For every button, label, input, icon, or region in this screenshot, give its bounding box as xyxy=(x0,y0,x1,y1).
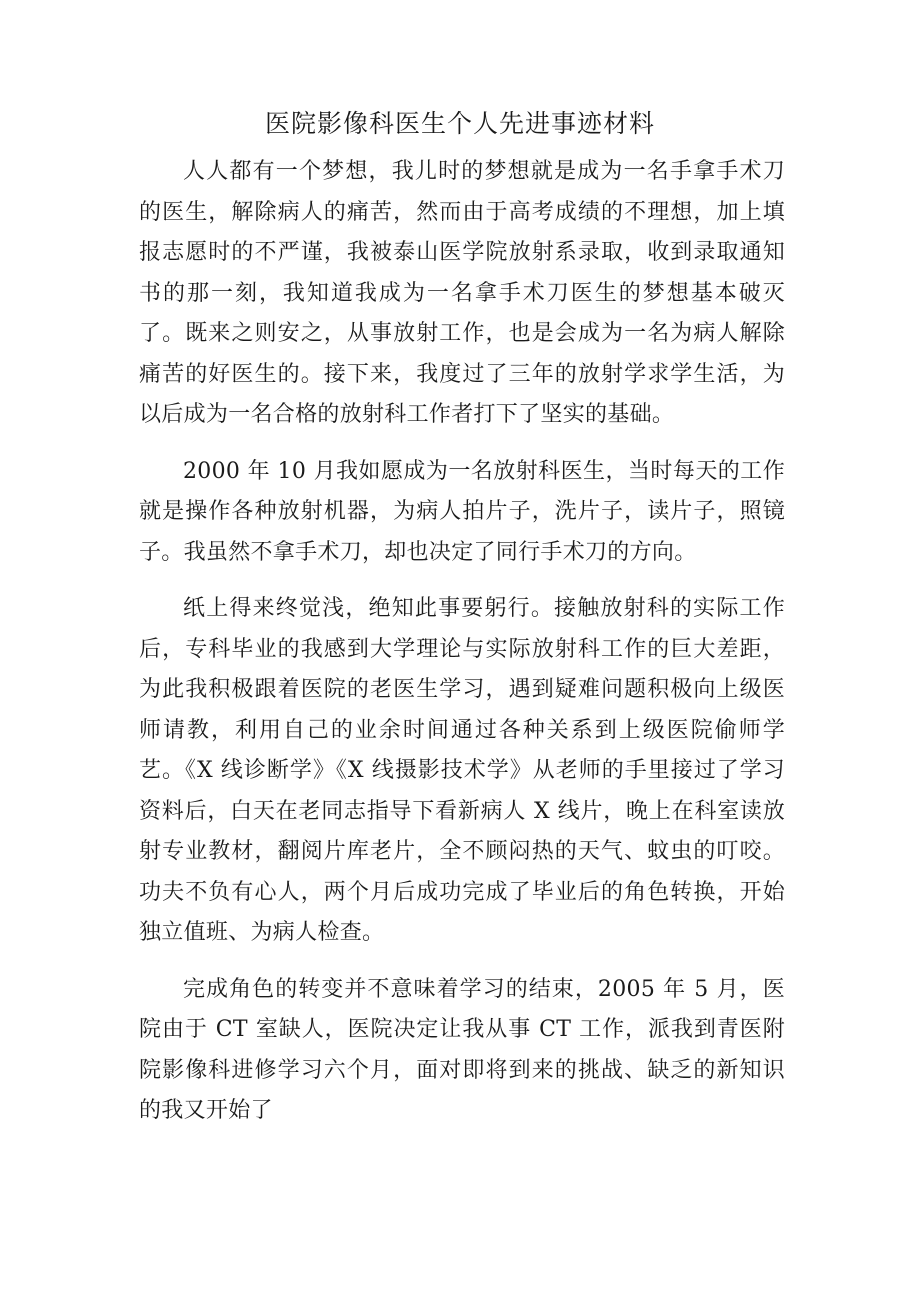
paragraph-ct-training: 完成角色的转变并不意味着学习的结束，2005 年 5 月，医院由于 CT 室缺人，医院决定让我从事 CT 工作，派我到青医附院影像科进修学习六个月，面对即将到来的挑战、缺乏的新知识的我又开始了 xyxy=(139,976,785,1123)
paragraph-first-job: 2000 年 10 月我如愿成为一名放射科医生，当时每天的工作就是操作各种放射机器，为病人拍片子，洗片子，读片子，照镜子。我虽然不拿手术刀，却也决定了同行手术刀的方向。 xyxy=(139,458,785,565)
document-body xyxy=(139,152,785,1132)
document-title: 医院影像科医生个人先进事迹材料 xyxy=(264,109,655,138)
paragraph-dream: 人人都有一个梦想，我儿时的梦想就是成为一名手拿手术刀的医生，解除病人的痛苦，然而由于高考成绩的不理想，加上填报志愿时的不严谨，我被泰山医学院放射系录取，收到录取通知书的那一刻，我知道我成为一名拿手术刀医生的梦想基本破灭了。既来之则安之，从事放射工作，也是会成为一名为病人解除痛苦的好医生的。接下来，我度过了三年的放射学求学生活，为以后成为一名合格的放射科工作者打下了坚实的基础。 xyxy=(139,159,785,427)
paragraph-learning: 纸上得来终觉浅，绝知此事要躬行。接触放射科的实际工作后，专科毕业的我感到大学理论与实际放射科工作的巨大差距，为此我积极跟着医院的老医生学习，遇到疑难问题积极向上级医师请教，利用自己的业余时间通过各种关系到上级医院偷师学艺。《X 线诊断学》《X 线摄影技术学》从老师的手里接过了学习资料后，白天在老同志指导下看新病人 X 线片，晚上在科室读放射专业教材，翻阅片库老片，全不顾闷热的天气、蚊虫的叮咬。功夫不负有心人，两个月后成功完成了毕业后的角色转换，开始独立值班、为病人检查。 xyxy=(139,596,785,945)
